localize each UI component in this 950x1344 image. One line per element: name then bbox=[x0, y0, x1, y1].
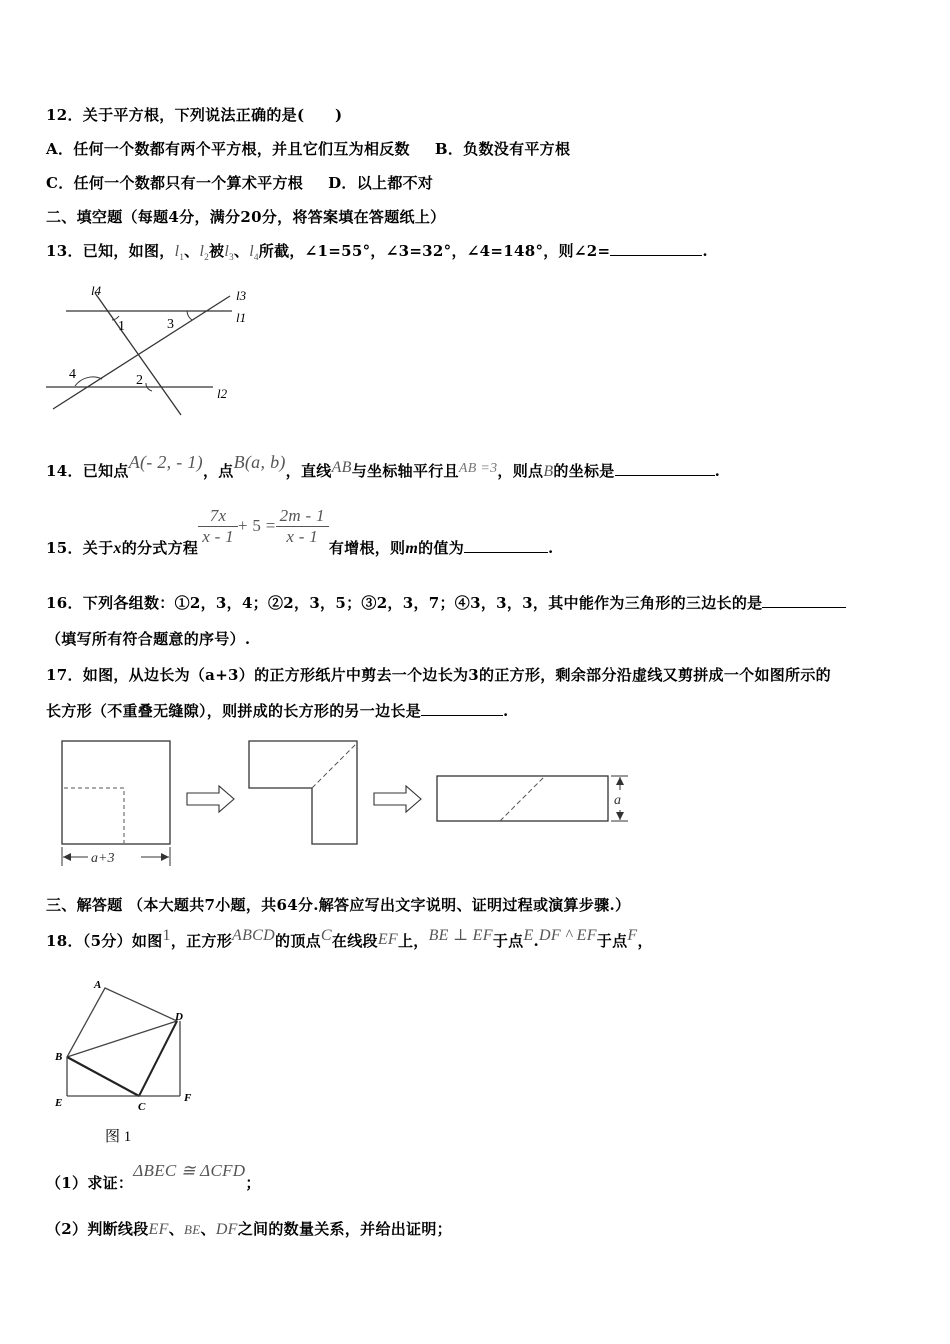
q15-frac1-num: 7x bbox=[198, 506, 238, 527]
q15-frac2-num: 2m - 1 bbox=[276, 506, 329, 527]
q15-frac1-den: x - 1 bbox=[202, 527, 234, 546]
q18-be-perp: BE ⊥ EF bbox=[428, 927, 493, 944]
q18-c: C bbox=[320, 927, 332, 944]
q17-end: . bbox=[503, 702, 509, 720]
label-l2: l2 bbox=[217, 386, 228, 401]
q18-sub1-math: ΔBEC ≅ ΔCFD bbox=[133, 1161, 246, 1180]
q15-x: x bbox=[113, 539, 122, 557]
q12-option-a: A．任何一个数都有两个平方根，并且它们互为相反数 bbox=[46, 140, 410, 158]
q14-line-ab: AB bbox=[331, 459, 352, 476]
q13-l4-sub: 4 bbox=[253, 252, 259, 262]
label-l3: l3 bbox=[236, 288, 247, 303]
q18-sub2-sep1: 、 bbox=[168, 1220, 185, 1238]
q18-sub1-end: ； bbox=[245, 1174, 261, 1192]
q18-sub2-be: BE bbox=[184, 1222, 201, 1237]
label-a: a bbox=[614, 793, 621, 808]
q14-point-b: B(a, b) bbox=[233, 452, 286, 472]
q13-text-3: 所截，∠1=55°，∠3=32°，∠4=148°，则∠2= bbox=[258, 242, 611, 260]
q14-end: . bbox=[714, 462, 721, 480]
label-F: F bbox=[184, 1092, 192, 1104]
q15-text-3: 有增根，则 bbox=[328, 538, 406, 557]
q16-text: 16．下列各组数：①2，3，4；②2，3，5；③2，3，7；④3，3，3，其中能作为三角形的三边长的是 bbox=[46, 594, 763, 612]
section2-heading: 二、填空题（每题4分，满分20分，将答案填在答题纸上） bbox=[46, 208, 446, 226]
q15-text-2: 的分式方程 bbox=[121, 538, 199, 557]
q18-abcd: ABCD bbox=[232, 927, 276, 944]
q12-stem: 12．关于平方根，下列说法正确的是( ) bbox=[46, 106, 343, 124]
q12-option-d: D．以上都不对 bbox=[328, 174, 434, 192]
q13-l3: l bbox=[224, 243, 230, 260]
q18-f: F bbox=[627, 927, 638, 944]
q15-m: m bbox=[405, 539, 419, 557]
label-angle-2: 2 bbox=[136, 373, 143, 388]
q18-text-5: 上， bbox=[397, 932, 429, 950]
q18-text-6: 于点 bbox=[492, 932, 524, 950]
square-abcd bbox=[67, 988, 177, 1096]
q18-sub2-text-1: （2）判断线段 bbox=[46, 1220, 149, 1238]
q18-sub1 bbox=[46, 1161, 261, 1193]
q18-df-perp: DF ^ EF bbox=[539, 927, 597, 944]
q15-end: . bbox=[548, 538, 554, 557]
q18-text-3: 的顶点 bbox=[275, 932, 321, 950]
q13-l4: l bbox=[249, 243, 254, 260]
q18-text-1: 18．（5分）如图 bbox=[46, 932, 163, 950]
side-bc-bold bbox=[67, 1057, 139, 1096]
q18-text-9: ， bbox=[637, 932, 653, 950]
label-B: B bbox=[55, 1051, 63, 1063]
q18-fig-number: 1 bbox=[162, 927, 171, 944]
label-l4: l4 bbox=[91, 283, 102, 298]
label-angle-3: 3 bbox=[167, 317, 174, 332]
q12-option-b: B．负数没有平方根 bbox=[434, 140, 571, 158]
q13-l2-sub: 2 bbox=[204, 252, 210, 262]
q13-sep2: 、 bbox=[233, 242, 250, 260]
q18-sub2 bbox=[46, 1218, 452, 1239]
q13-text-1: 13．已知，如图， bbox=[46, 242, 175, 260]
q14-text-3: ，直线 bbox=[285, 462, 332, 480]
label-E: E bbox=[55, 1097, 63, 1109]
q14-text-5: ，则点 bbox=[497, 462, 544, 480]
q18-sub2-df: DF bbox=[215, 1221, 238, 1238]
q15-frac2-den: x - 1 bbox=[286, 527, 319, 546]
q13-text-2: 被 bbox=[209, 242, 225, 260]
q13-l3-sub: 3 bbox=[229, 252, 234, 262]
q15-text-1: 15．关于 bbox=[46, 538, 114, 557]
label-l1: l1 bbox=[236, 310, 247, 325]
q15-plus: + 5 = bbox=[237, 515, 276, 535]
q14-ab-equals: AB =3 bbox=[458, 461, 498, 476]
q12-option-c: C．任何一个数都只有一个算术平方根 bbox=[46, 174, 304, 192]
label-angle-4: 4 bbox=[69, 367, 76, 382]
q18-text-7: . bbox=[533, 932, 540, 950]
q18-sub2-ef: EF bbox=[148, 1221, 169, 1238]
q18-e: E bbox=[523, 927, 534, 944]
q14-point-a: A(- 2, - 1) bbox=[128, 452, 203, 472]
q17-line-1: 17．如图，从边长为（a+3）的正方形纸片中剪去一个边长为3的正方形，剩余部分沿虚线又剪拼成一个如图所示的 bbox=[46, 666, 831, 684]
q16-line-2: （填写所有符合题意的序号）. bbox=[46, 630, 251, 648]
label-C: C bbox=[138, 1101, 146, 1113]
q14-text-4: 与坐标轴平行且 bbox=[351, 462, 459, 480]
q14-text-6: 的坐标是 bbox=[553, 462, 615, 480]
q18-sub1-text: （1）求证： bbox=[46, 1174, 134, 1192]
q18-ef: EF bbox=[377, 931, 398, 948]
q13-sep1: 、 bbox=[184, 242, 200, 260]
q17-text: 长方形（不重叠无缝隙），则拼成的长方形的另一边长是 bbox=[46, 702, 422, 720]
q18-sub2-sep2: 、 bbox=[200, 1220, 216, 1238]
q13-l1: l bbox=[174, 243, 180, 260]
label-A: A bbox=[94, 979, 102, 991]
label-angle-1: 1 bbox=[118, 319, 125, 334]
label-a-plus-3: a+3 bbox=[91, 851, 115, 866]
label-D: D bbox=[175, 1011, 183, 1023]
q18-text-8: 于点 bbox=[596, 932, 628, 950]
figure-caption: 图 1 bbox=[105, 1129, 132, 1145]
q14-text-1: 14．已知点 bbox=[46, 462, 129, 480]
q18-text-2: ，正方形 bbox=[170, 932, 233, 950]
q14-b: B bbox=[543, 463, 554, 480]
q13-l2: l bbox=[199, 243, 205, 260]
q15-text-4: 的值为 bbox=[418, 538, 465, 557]
q14-text-2: ，点 bbox=[202, 462, 234, 480]
q13-end: . bbox=[702, 242, 708, 260]
q18-sub2-text-2: 之间的数量关系，并给出证明； bbox=[237, 1220, 452, 1238]
section3-heading: 三、解答题 （本大题共7小题，共64分.解答应写出文字说明、证明过程或演算步骤.） bbox=[46, 896, 631, 914]
q13-l1-sub: 1 bbox=[179, 252, 185, 262]
q18-text-4: 在线段 bbox=[331, 932, 378, 950]
